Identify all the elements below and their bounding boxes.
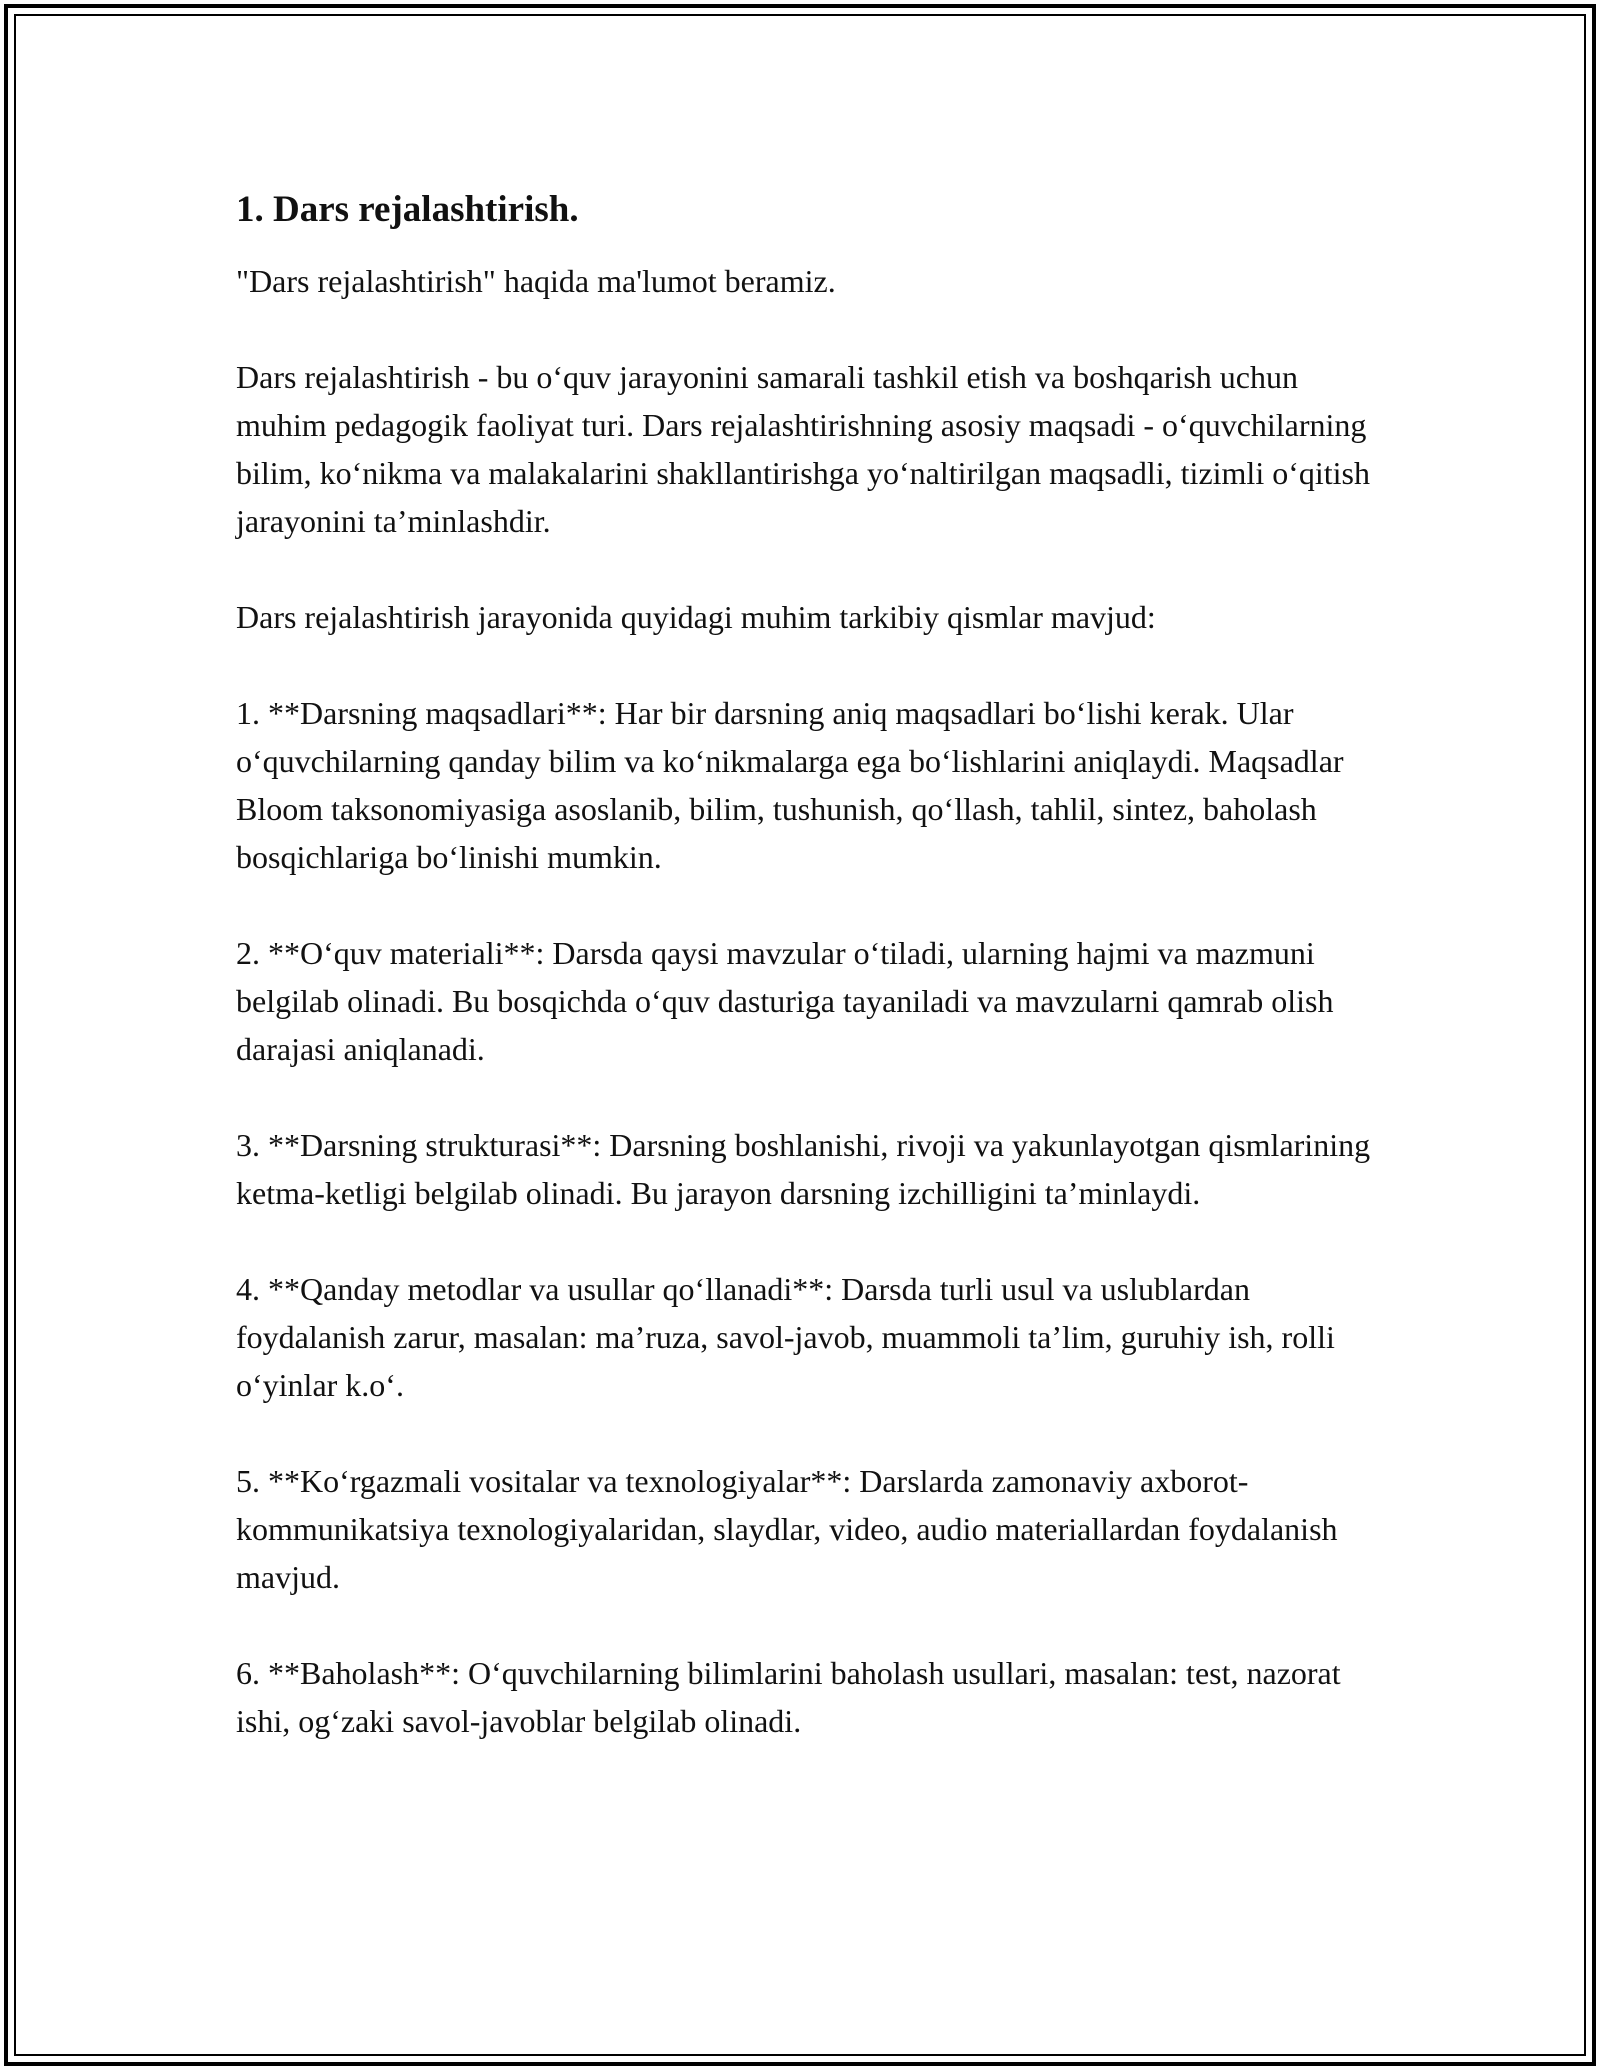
list-item-structure: 3. **Darsning strukturasi**: Darsning boshlanishi, rivoji va yakunlayotgan qismlarining ketma-ketligi belgilab olinadi. Bu jarayon darsning izchilligini ta’minlaydi. bbox=[236, 1127, 1371, 1211]
list-item-methods: 4. **Qanday metodlar va usullar qo‘llanadi**: Darsda turli usul va uslublardan foydalanish zarur, masalan: ma’ruza, savol-javob, muammoli ta’lim, guruhiy ish, rolli o‘yinlar k.o‘. bbox=[236, 1271, 1335, 1403]
list-item-assessment: 6. **Baholash**: O‘quvchilarning bilimlarini baholash usullari, masalan: test, nazorat ishi, og‘zaki savol-javoblar belgilab olinadi. bbox=[236, 1655, 1341, 1739]
list-item-visual-aids: 5. **Ko‘rgazmali vositalar va texnologiyalar**: Darslarda zamonaviy axborot-kommunikatsiya texnologiyalaridan, slaydlar, video, audio materiallardan foydalanish mavjud. bbox=[236, 1463, 1338, 1595]
document-heading: 1. Dars rejalashtirish. bbox=[236, 189, 579, 230]
components-intro-paragraph: Dars rejalashtirish jarayonida quyidagi muhim tarkibiy qismlar mavjud: bbox=[236, 599, 1156, 635]
document-body bbox=[236, 186, 1376, 1793]
list-item-material: 2. **O‘quv materiali**: Darsda qaysi mavzular o‘tiladi, ularning hajmi va mazmuni belgilab olinadi. Bu bosqichda o‘quv dasturiga tayaniladi va mavzularni qamrab olish darajasi aniqlanadi. bbox=[236, 935, 1334, 1067]
intro-paragraph: "Dars rejalashtirish" haqida ma'lumot beramiz. bbox=[236, 263, 836, 299]
list-item-goals: 1. **Darsning maqsadlari**: Har bir darsning aniq maqsadlari bo‘lishi kerak. Ular o‘quvchilarning qanday bilim va ko‘nikmalarga ega bo‘lishlarini aniqlaydi. Maqsadlar Bloom taksonomiyasiga asoslanib, bilim, tushunish, qo‘llash, tahlil, sintez, baholash bosqichlariga bo‘linishi mumkin. bbox=[236, 695, 1344, 875]
definition-paragraph: Dars rejalashtirish - bu o‘quv jarayonini samarali tashkil etish va boshqarish uchun muhim pedagogik faoliyat turi. Dars rejalashtirishning asosiy maqsadi - o‘quvchilarning bilim, ko‘nikma va malakalarini shakllantirishga yo‘naltirilgan maqsadli, tizimli o‘qitish jarayonini ta’minlashdir. bbox=[236, 359, 1370, 539]
